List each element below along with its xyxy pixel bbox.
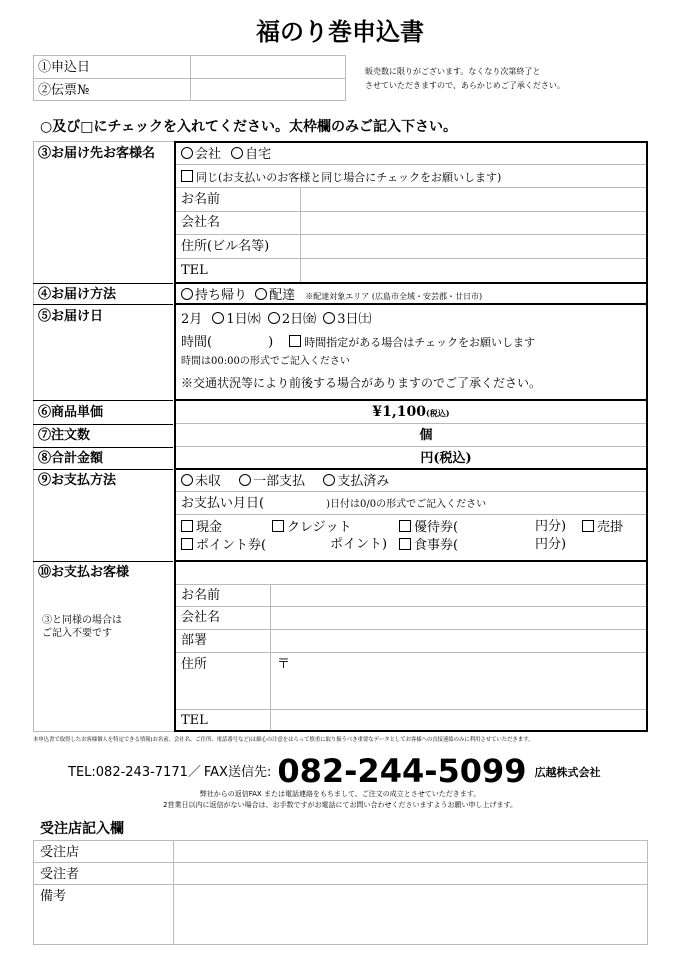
- receivable-checkbox[interactable]: [582, 520, 594, 532]
- receiver-label: 受注者: [40, 867, 80, 882]
- store-label: 受注店: [40, 845, 80, 860]
- remarks-field[interactable]: [174, 885, 647, 944]
- notice-line1: 販売数に限りがございます。なくなり次第終了と: [365, 67, 541, 76]
- delivery-area-note: ※配達対象エリア (広島市全域・安芸郡・廿日市): [305, 292, 483, 301]
- delivery-date-label: ⑤お届け日: [38, 309, 104, 324]
- radio-takeout[interactable]: [181, 288, 193, 300]
- points-label: ポイント券(: [196, 538, 267, 553]
- slip-no-label: ②伝票№: [38, 83, 90, 98]
- payer-name-label: お名前: [181, 588, 221, 603]
- payer-tel-label: TEL: [181, 713, 208, 728]
- payment-method-label: ⑨お支払方法: [38, 473, 117, 488]
- time-specified-checkbox[interactable]: [289, 335, 301, 347]
- total-unit: 円(税込): [420, 451, 472, 466]
- payer-tel-field[interactable]: [271, 710, 646, 730]
- radio-day3-label: 3日㈯: [337, 312, 372, 327]
- payer-address-label: 住所: [181, 657, 208, 672]
- fax-label: FAX送信先:: [203, 765, 272, 780]
- payer-department-label: 部署: [181, 633, 208, 648]
- points-checkbox[interactable]: [181, 538, 193, 550]
- payer-note-line1: ③と同様の場合は: [42, 615, 122, 626]
- quantity-unit: 個: [419, 428, 433, 443]
- payer-note-line2: ご記入不要です: [42, 628, 112, 639]
- same-as-payer-label: 同じ(お支払いのお客様と同じ場合にチェックをお願いします): [196, 171, 502, 184]
- quantity-field[interactable]: [176, 424, 406, 446]
- unit-price-value: ¥1,100(税込): [372, 404, 450, 420]
- points-unit: ポイント): [330, 537, 388, 552]
- page-title: 福のり巻申込書: [256, 17, 424, 46]
- pay-date-label: お支払い月日(: [181, 496, 265, 511]
- delivery-tel-label: TEL: [181, 263, 208, 278]
- payer-company-label: 会社名: [181, 610, 221, 625]
- radio-delivery[interactable]: [255, 288, 267, 300]
- unit-price-label: ⑥商品単価: [38, 405, 104, 420]
- cash-checkbox[interactable]: [181, 520, 193, 532]
- radio-unpaid-label: 未収: [195, 474, 222, 489]
- credit-label: クレジット: [287, 520, 352, 535]
- delivery-company-field[interactable]: [301, 212, 646, 234]
- radio-takeout-label: 持ち帰り: [195, 288, 248, 303]
- delivery-tel-field[interactable]: [301, 259, 646, 282]
- contact-line: [68, 752, 601, 790]
- same-as-payer-checkbox[interactable]: [181, 170, 193, 182]
- radio-delivery-label: 配達: [269, 288, 296, 303]
- delivery-address-field[interactable]: [301, 235, 646, 258]
- voucher-unit: 円分): [535, 519, 567, 534]
- radio-company[interactable]: [181, 147, 193, 159]
- radio-partial-label: 一部支払: [253, 474, 306, 489]
- voucher-checkbox[interactable]: [399, 520, 411, 532]
- payer-name-field[interactable]: [271, 585, 646, 606]
- delivery-address-label: 住所(ビル名等): [181, 239, 270, 254]
- radio-home-label: 自宅: [245, 147, 272, 162]
- time-label: 時間(: [181, 335, 213, 350]
- voucher-label: 優待券(: [414, 520, 459, 535]
- radio-day1[interactable]: [212, 312, 224, 324]
- time-format-note: 時間は00:00の形式でご記入ください: [181, 356, 350, 367]
- credit-checkbox[interactable]: [272, 520, 284, 532]
- quantity-label: ⑦注文数: [38, 428, 91, 443]
- radio-paid[interactable]: [323, 474, 335, 486]
- payer-company-field[interactable]: [271, 607, 646, 629]
- meal-checkbox[interactable]: [399, 538, 411, 550]
- instruction-text: ○及び□にチェックを入れてください。太枠欄のみご記入下さい。: [40, 119, 458, 135]
- receivable-label: 売掛: [597, 520, 624, 535]
- privacy-note: 本申込書で取得したお客様個人を特定できる情報(お名前、会社名、ご住所、電話番号など)は細心の注意をはらって慎重に取り扱うべき重要なデータとしてお客様への直接連絡のみに利用させていただきます。: [33, 737, 534, 743]
- radio-paid-label: 支払済み: [337, 474, 390, 489]
- radio-day2-label: 2日㈮: [281, 312, 317, 327]
- meal-label: 食事券(: [414, 538, 459, 553]
- radio-unpaid[interactable]: [181, 474, 193, 486]
- remarks-label: 備考: [40, 889, 67, 904]
- payer-address-field[interactable]: [271, 653, 646, 709]
- radio-company-label: 会社: [195, 147, 222, 162]
- apply-date-field[interactable]: [191, 56, 345, 78]
- delivery-company-label: 会社名: [181, 215, 221, 230]
- reply-note-line2: 2営業日以内に返信がない場合は、お手数ですがお電話にてお問い合わせくださいますようお願い申し上げます。: [163, 801, 517, 809]
- traffic-note: ※交通状況等により前後する場合がありますのでご了承ください。: [181, 376, 542, 390]
- meal-unit: 円分): [535, 537, 567, 552]
- reply-note-line1: 弊社からの返信FAX または電話連絡をもちまして、ご注文の成立とさせていただきます。: [199, 790, 481, 798]
- fax-number: 082-244-5099: [277, 752, 527, 790]
- radio-home[interactable]: [231, 147, 243, 159]
- time-specified-label: 時間指定がある場合はチェックをお願いします: [304, 336, 535, 349]
- unit-price-tax: (税込): [426, 408, 450, 418]
- delivery-name-label: お名前: [181, 192, 221, 207]
- radio-partial[interactable]: [239, 474, 251, 486]
- pay-date-note: )日付は0/0の形式でご記入ください: [326, 499, 487, 510]
- month-label: 2月: [181, 312, 203, 327]
- radio-day1-label: 1日㈬: [226, 312, 261, 327]
- store-field[interactable]: [174, 841, 647, 862]
- company-name: 広越株式会社: [534, 766, 601, 779]
- apply-date-label: ①申込日: [38, 60, 91, 75]
- payer-label: ⑩お支払お客様: [38, 565, 130, 580]
- radio-day2[interactable]: [268, 312, 280, 324]
- delivery-method-label: ④お届け方法: [38, 287, 117, 302]
- total-label: ⑧合計金額: [38, 451, 104, 466]
- delivery-name-field[interactable]: [301, 188, 646, 211]
- total-field[interactable]: [176, 447, 406, 469]
- radio-day3[interactable]: [323, 312, 335, 324]
- time-close: ): [268, 335, 274, 350]
- receiver-field[interactable]: [174, 863, 647, 884]
- slip-no-field[interactable]: [191, 79, 345, 101]
- store-section-title: 受注店記入欄: [40, 821, 124, 837]
- cash-label: 現金: [196, 520, 223, 535]
- postal-mark: 〒: [277, 657, 291, 672]
- notice-line2: させていただきますので、あらかじめご了承ください。: [365, 81, 565, 90]
- tel-text: TEL:082-243-7171／: [68, 765, 201, 780]
- payer-department-field[interactable]: [271, 630, 646, 652]
- delivery-customer-label: ③お届け先お客様名: [38, 146, 156, 161]
